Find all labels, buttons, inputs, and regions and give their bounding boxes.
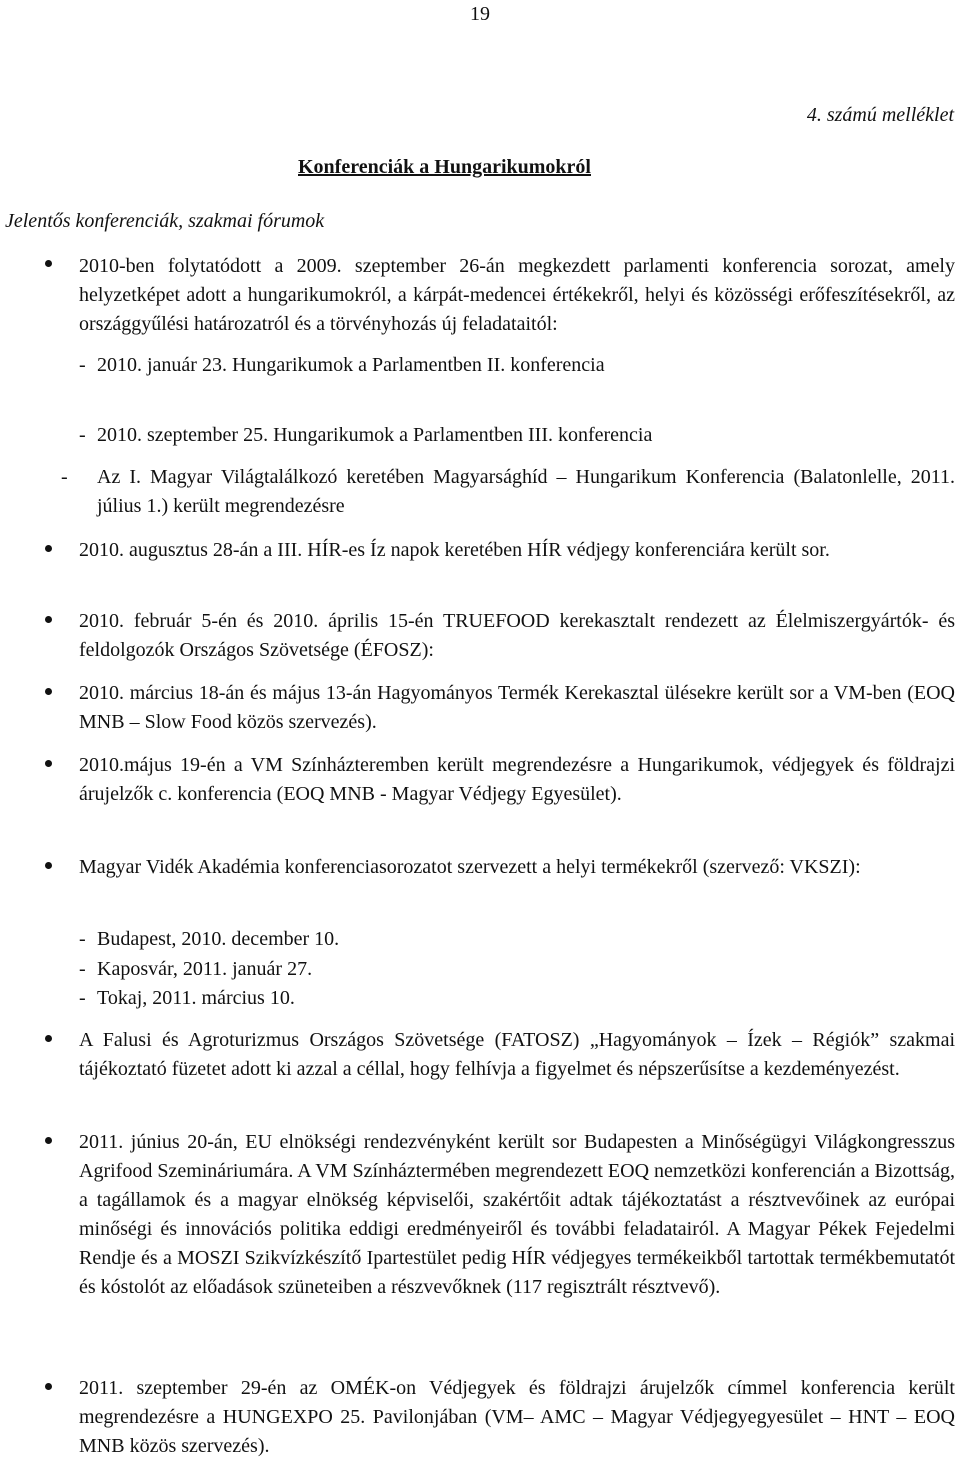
page-number: 19: [470, 3, 490, 25]
list-item: [79, 536, 955, 565]
bullet-icon: [45, 1383, 52, 1390]
bullet-icon: [45, 1137, 52, 1144]
bullet-icon: [45, 616, 52, 623]
list-item: [79, 751, 955, 809]
sub-list-item-text: 2010. szeptember 25. Hungarikumok a Parlamentben III. konferencia: [97, 424, 653, 446]
sub-list-item: - Budapest, 2010. december 10.: [79, 928, 340, 950]
sub-list-item-text: Az I. Magyar Világtalálkozó keretében Magyarsághíd – Hungarikum Konferencia (Balatonlelle, 2011. július 1.) került megrendezésre: [97, 466, 955, 517]
list-item: [79, 252, 955, 339]
sub-list-item-text: Kaposvár, 2011. január 27.: [97, 958, 313, 980]
bullet-icon: [45, 260, 52, 267]
sub-list-item: - Tokaj, 2011. március 10.: [79, 987, 295, 1009]
list-item-text: 2010-ben folytatódott a 2009. szeptember 26-án megkezdett parlamenti konferencia sorozat, amely helyzetképet adott a hungarikumokról, a kárpát-medencei értékekről, helyi és közösségi erőfeszítésekről, az országgyűlési határozatról és a törvényhozás új feladataitól:: [79, 255, 955, 335]
list-item: [79, 1374, 955, 1461]
annex-label: 4. számú melléklet: [806, 104, 954, 126]
bullet-icon: [45, 688, 52, 695]
list-item: [79, 679, 955, 737]
list-item: [79, 1128, 955, 1302]
sub-list-item: - 2010. szeptember 25. Hungarikumok a Parlamentben III. konferencia: [79, 424, 653, 446]
sub-list-item: - 2010. január 23. Hungarikumok a Parlamentben II. konferencia: [79, 354, 605, 376]
list-item-text: Magyar Vidék Akadémia konferenciasorozatot szervezett a helyi termékekről (szervező: VKSZI):: [79, 856, 861, 878]
bullet-icon: [45, 760, 52, 767]
list-item-text: A Falusi és Agroturizmus Országos Szövetsége (FATOSZ) „Hagyományok – Ízek – Régiók” szakmai tájékoztató füzetet adott ki azzal a céllal, hogy felhívja a figyelmet és népszerűsítse a kezdeményezést.: [79, 1029, 955, 1080]
bullet-icon: [45, 862, 52, 869]
sub-list-item: - Az I. Magyar Világtalálkozó keretében Magyarsághíd – Hungarikum Konferencia (Balatonlelle, 2011. július 1.) került megrendezésre: [61, 466, 955, 517]
sub-list-item-text: 2010. január 23. Hungarikumok a Parlamentben II. konferencia: [97, 354, 605, 376]
list-item-text: 2010. augusztus 28-án a III. HÍR-es Íz napok keretében HÍR védjegy konferenciára került sor.: [79, 539, 830, 561]
list-item: [79, 607, 955, 665]
sub-list-item: - Kaposvár, 2011. január 27.: [79, 958, 313, 980]
section-subheading: Jelentős konferenciák, szakmai fórumok: [5, 210, 325, 232]
list-item: [79, 1026, 955, 1084]
bullet-icon: [45, 545, 52, 552]
list-item: [79, 853, 955, 882]
list-item-text: 2010. március 18-án és május 13-án Hagyományos Termék Kerekasztal ülésekre került sor a VM-ben (EOQ MNB – Slow Food közös szervezés).: [79, 682, 955, 733]
bullet-icon: [45, 1035, 52, 1042]
list-item-text: 2010. február 5-én és 2010. április 15-én TRUEFOOD kerekasztalt rendezett az Élelmiszergyártók- és feldolgozók Országos Szövetsége (ÉFOSZ):: [79, 610, 955, 661]
sub-list-item-text: Tokaj, 2011. március 10.: [97, 987, 295, 1009]
list-item-text: 2010.május 19-én a VM Színházteremben került megrendezésre a Hungarikumok, védjegyek és földrajzi árujelzők c. konferencia (EOQ MNB - Magyar Védjegy Egyesület).: [79, 754, 955, 805]
list-item-text: 2011. június 20-án, EU elnökségi rendezvényként került sor Budapesten a Minőségügyi Világkongresszus Agrifood Szemináriumára. A VM Színháztermében megrendezett EOQ nemzetközi konferencián a Bizottság, a tagállamok és a magyar elnökség képviselői, szakértőit adtak tájékoztatást a résztvevőinek az európai minőségi és innovációs politika eddigi eredményeiről és további feladatairól. A Magyar Pékek Fejedelmi Rendje és a MOSZI Szikvízkészítő Ipartestület pedig HÍR védjegyes termékeikből tartottak termékbemutatót és kóstolót az előadások szüneteiben a részvevőknek (117 regisztrált résztvevő).: [79, 1131, 955, 1298]
list-item-text: 2011. szeptember 29-én az OMÉK-on Védjegyek és földrajzi árujelzők címmel konferencia került megrendezésre a HUNGEXPO 25. Pavilonjában (VM– AMC – Magyar Védjegyegyesület – HNT – EOQ MNB közös szervezés).: [79, 1377, 955, 1457]
sub-list-item-text: Budapest, 2010. december 10.: [97, 928, 340, 950]
page-title: Konferenciák a Hungarikumokról: [298, 156, 591, 178]
